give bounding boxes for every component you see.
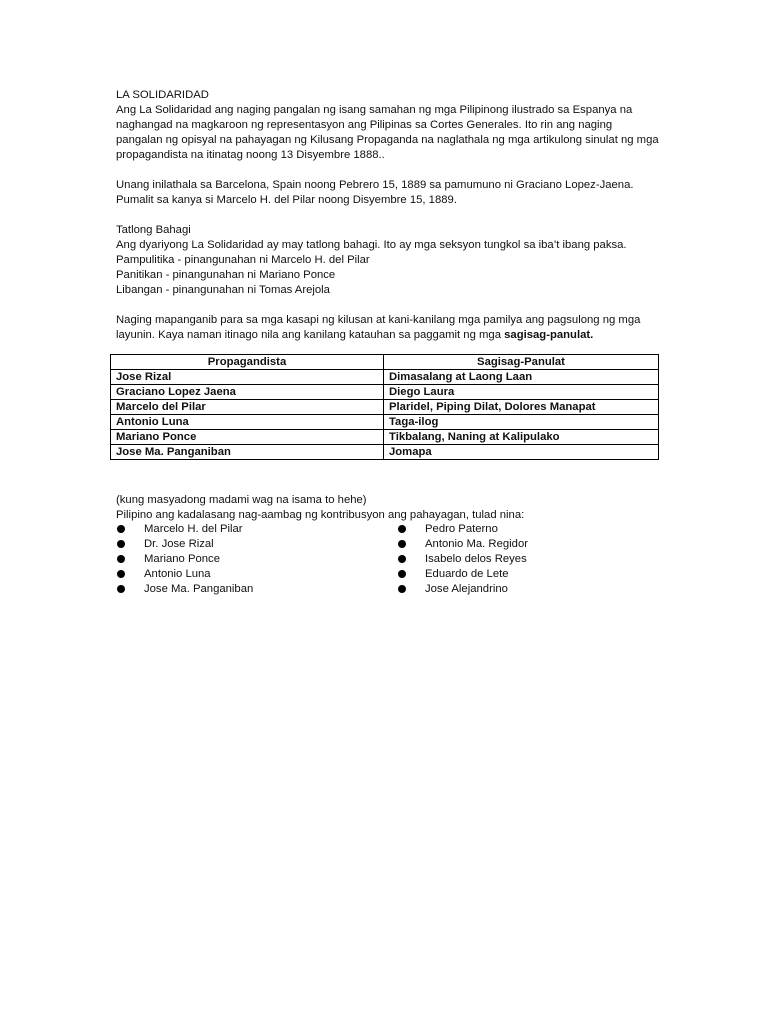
list-item (116, 552, 376, 567)
table-row (111, 430, 659, 445)
pen-name-cell: Dimasalang at Laong Laan (384, 370, 659, 385)
pen-name-cell: Plaridel, Piping Dilat, Dolores Manapat (384, 400, 659, 415)
danger-paragraph (116, 313, 660, 343)
list-item (116, 567, 376, 582)
pen-name-cell: Jomapa (384, 445, 659, 460)
list-item (397, 537, 657, 552)
table-row (111, 415, 659, 430)
section-item: Libangan - pinangunahan ni Tomas Arejola (116, 284, 330, 296)
side-note: (kung masyadong madami wag na isama to hehe) (116, 494, 367, 506)
contributors-intro: Pilipino ang kadalasang nag-aambag ng kontribusyon ang pahayagan, tulad nina: (116, 509, 525, 521)
bullet-icon (398, 525, 406, 533)
table-row (111, 385, 659, 400)
danger-bold-term: sagisag-panulat. (504, 329, 594, 341)
bullet-icon (117, 570, 125, 578)
bullet-icon (117, 585, 125, 593)
table-row (111, 445, 659, 460)
pen-name-cell: Tikbalang, Naning at Kalipulako (384, 430, 659, 445)
contributor-name: Antonio Luna (144, 568, 211, 580)
section-item: Pampulitika - pinangunahan ni Marcelo H. del Pilar (116, 254, 370, 266)
table-header-row (111, 355, 659, 370)
bullet-icon (398, 570, 406, 578)
contributor-name: Eduardo de Lete (425, 568, 509, 580)
sections-heading: Tatlong Bahagi (116, 224, 191, 236)
contributor-name: Jose Ma. Panganiban (144, 583, 254, 595)
list-item (397, 552, 657, 567)
propagandista-cell: Jose Ma. Panganiban (111, 445, 384, 460)
header-propagandista: Propagandista (111, 355, 384, 370)
contributor-name: Isabelo delos Reyes (425, 553, 527, 565)
bullet-icon (117, 525, 125, 533)
propagandista-cell: Jose Rizal (111, 370, 384, 385)
contributor-name: Mariano Ponce (144, 553, 220, 565)
published-paragraph: Unang inilathala sa Barcelona, Spain noong Pebrero 15, 1889 sa pamumuno ni Graciano Lopez-Jaena. Pumalit sa kanya si Marcelo H. del Pilar noong Disyembre 15, 1889. (116, 179, 634, 206)
propagandista-cell: Graciano Lopez Jaena (111, 385, 384, 400)
bullet-icon (398, 555, 406, 563)
table-row (111, 370, 659, 385)
bullet-icon (398, 585, 406, 593)
list-item (116, 522, 376, 537)
list-item (397, 522, 657, 537)
danger-text: Naging mapanganib para sa mga kasapi ng kilusan at kani-kanilang mga pamilya ang pagsulong ng mga layunin. Kaya naman itinago nila ang kanilang katauhan sa paggamit ng mga (116, 314, 641, 341)
spacer (116, 298, 660, 313)
spacer (116, 208, 660, 223)
contributors-notes (116, 493, 676, 523)
list-item (397, 567, 657, 582)
bullet-icon (398, 540, 406, 548)
bullet-icon (117, 540, 125, 548)
bullet-icon (117, 555, 125, 563)
propagandista-cell: Marcelo del Pilar (111, 400, 384, 415)
article-body (116, 88, 660, 343)
contributors-list-left (116, 522, 376, 597)
contributors-list-right (397, 522, 657, 597)
section-item: Panitikan - pinangunahan ni Mariano Ponce (116, 269, 336, 281)
pen-names-table (110, 354, 659, 460)
propagandista-cell: Antonio Luna (111, 415, 384, 430)
spacer (116, 163, 660, 178)
table-row (111, 400, 659, 415)
list-item (116, 537, 376, 552)
propagandista-cell: Mariano Ponce (111, 430, 384, 445)
contributor-name: Dr. Jose Rizal (144, 538, 214, 550)
contributor-name: Pedro Paterno (425, 523, 498, 535)
page-title: LA SOLIDARIDAD (116, 89, 209, 101)
header-sagisag-panulat: Sagisag-Panulat (384, 355, 659, 370)
list-item (397, 582, 657, 597)
pen-name-cell: Diego Laura (384, 385, 659, 400)
intro-paragraph: Ang La Solidaridad ang naging pangalan ng isang samahan ng mga Pilipinong ilustrado sa Espanya na naghangad na magkaroon ng representasyon ang Pilipinas sa Cortes Generales. Ito rin ang naging pangalan ng opisyal na pahayagan ng Kilusang Propaganda na naglathala ng mga artikulong sinulat ng mga propagandista na itinatag noong 13 Disyembre 1888.. (116, 104, 659, 161)
sections-description: Ang dyariyong La Solidaridad ay may tatlong bahagi. Ito ay mga seksyon tungkol sa iba’t ibang paksa. (116, 239, 627, 251)
contributor-name: Antonio Ma. Regidor (425, 538, 528, 550)
contributor-name: Jose Alejandrino (425, 583, 508, 595)
contributor-name: Marcelo H. del Pilar (144, 523, 243, 535)
list-item (116, 582, 376, 597)
pen-name-cell: Taga-ilog (384, 415, 659, 430)
